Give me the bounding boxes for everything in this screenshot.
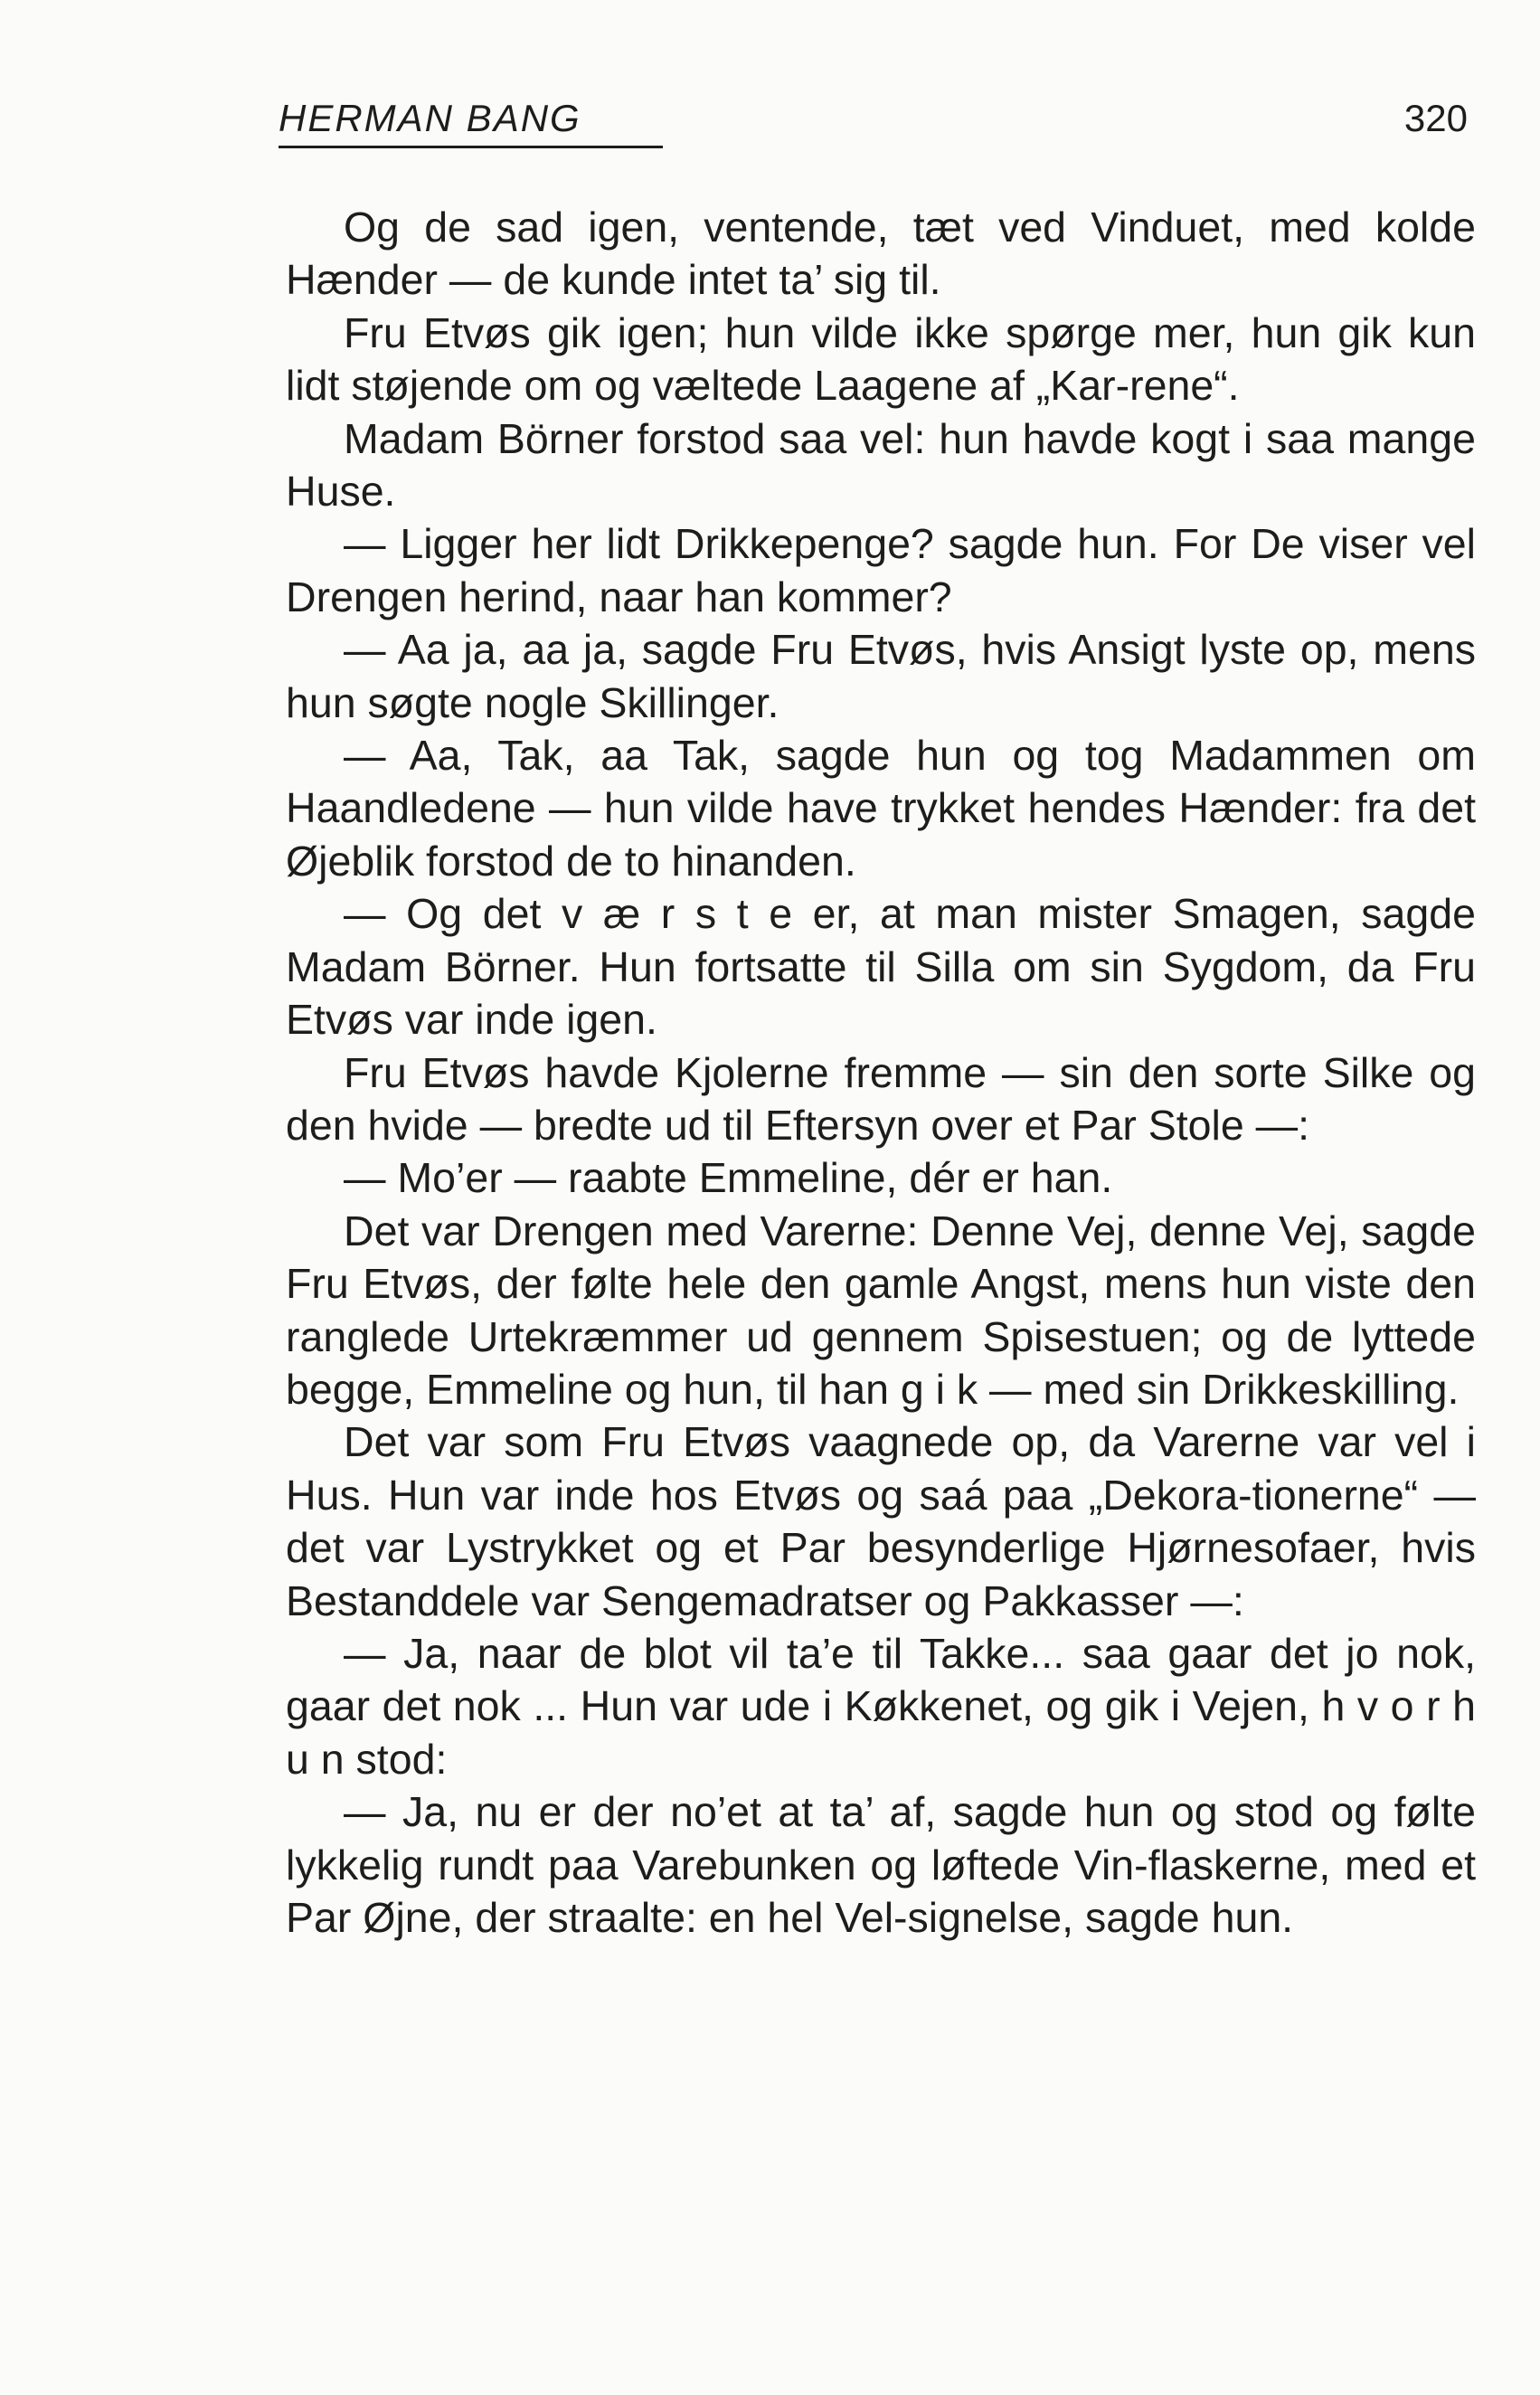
header-rule <box>279 146 663 148</box>
running-head <box>279 95 1468 149</box>
paragraph: — Ja, naar de blot vil ta’e til Takke... saa gaar det jo nok, gaar det nok ... Hun var ude i Køkkenet, og gik i Vejen, h v o r h u n stod: <box>286 1629 1476 1783</box>
paragraph: Madam Börner forstod saa vel: hun havde kogt i saa mange Huse. <box>286 414 1476 516</box>
paragraph: — Og det v æ r s t e er, at man mister Smagen, sagde Madam Börner. Hun fortsatte til Silla om sin Sygdom, da Fru Etvøs var inde igen. <box>286 890 1476 1044</box>
author-name: HERMAN BANG <box>279 97 581 139</box>
paragraph: Det var Drengen med Varerne: Denne Vej, denne Vej, sagde Fru Etvøs, der følte hele den gamle Angst, mens hun viste den ranglede Urtekræmmer ud gennem Spisestuen; og de lyttede begge, Emmeline og hun, til han g i k — med sin Drikkeskilling. <box>286 1207 1476 1413</box>
page-number: 320 <box>1403 97 1468 139</box>
paragraph: Og de sad igen, ventende, tæt ved Vinduet, med kolde Hænder — de kunde intet ta’ sig til. <box>286 204 1476 304</box>
paragraph: Fru Etvøs gik igen; hun vilde ikke spørge mer, hun gik kun lidt støjende om og væltede Laagene af „Kar-rene“. <box>286 308 1476 410</box>
paragraph: — Ja, nu er der no’et at ta’ af, sagde hun og stod og følte lykkelig rundt paa Varebunken og løftede Vin-flaskerne, med et Par Øjne, der straalte: en hel Vel-signelse, sagde hun. <box>286 1788 1476 1941</box>
paragraph: — Mo’er — raabte Emmeline, dér er han. <box>344 1154 1113 1202</box>
paragraph: — Ligger her lidt Drikkepenge? sagde hun. For De viser vel Drengen herind, naar han kommer? <box>286 520 1476 620</box>
paragraph: Fru Etvøs havde Kjolerne fremme — sin den sorte Silke og den hvide — bredte ud til Eftersyn over et Par Stole —: <box>286 1048 1476 1149</box>
paragraph: Det var som Fru Etvøs vaagnede op, da Varerne var vel i Hus. Hun var inde hos Etvøs og saá paa „Dekora-tionerne“ — det var Lystrykket og et Par besynderlige Hjørnesofaer, hvis Bestanddele var Sengemadratser og Pakkasser —: <box>286 1418 1476 1624</box>
paragraph: — Aa, Tak, aa Tak, sagde hun og tog Madammen om Haandledene — hun vilde have trykket hendes Hænder: fra det Øjeblik forstod de to hinanden. <box>286 732 1476 885</box>
paragraph: — Aa ja, aa ja, sagde Fru Etvøs, hvis Ansigt lyste op, mens hun søgte nogle Skillinger. <box>286 626 1476 726</box>
body-text <box>286 201 1476 1944</box>
